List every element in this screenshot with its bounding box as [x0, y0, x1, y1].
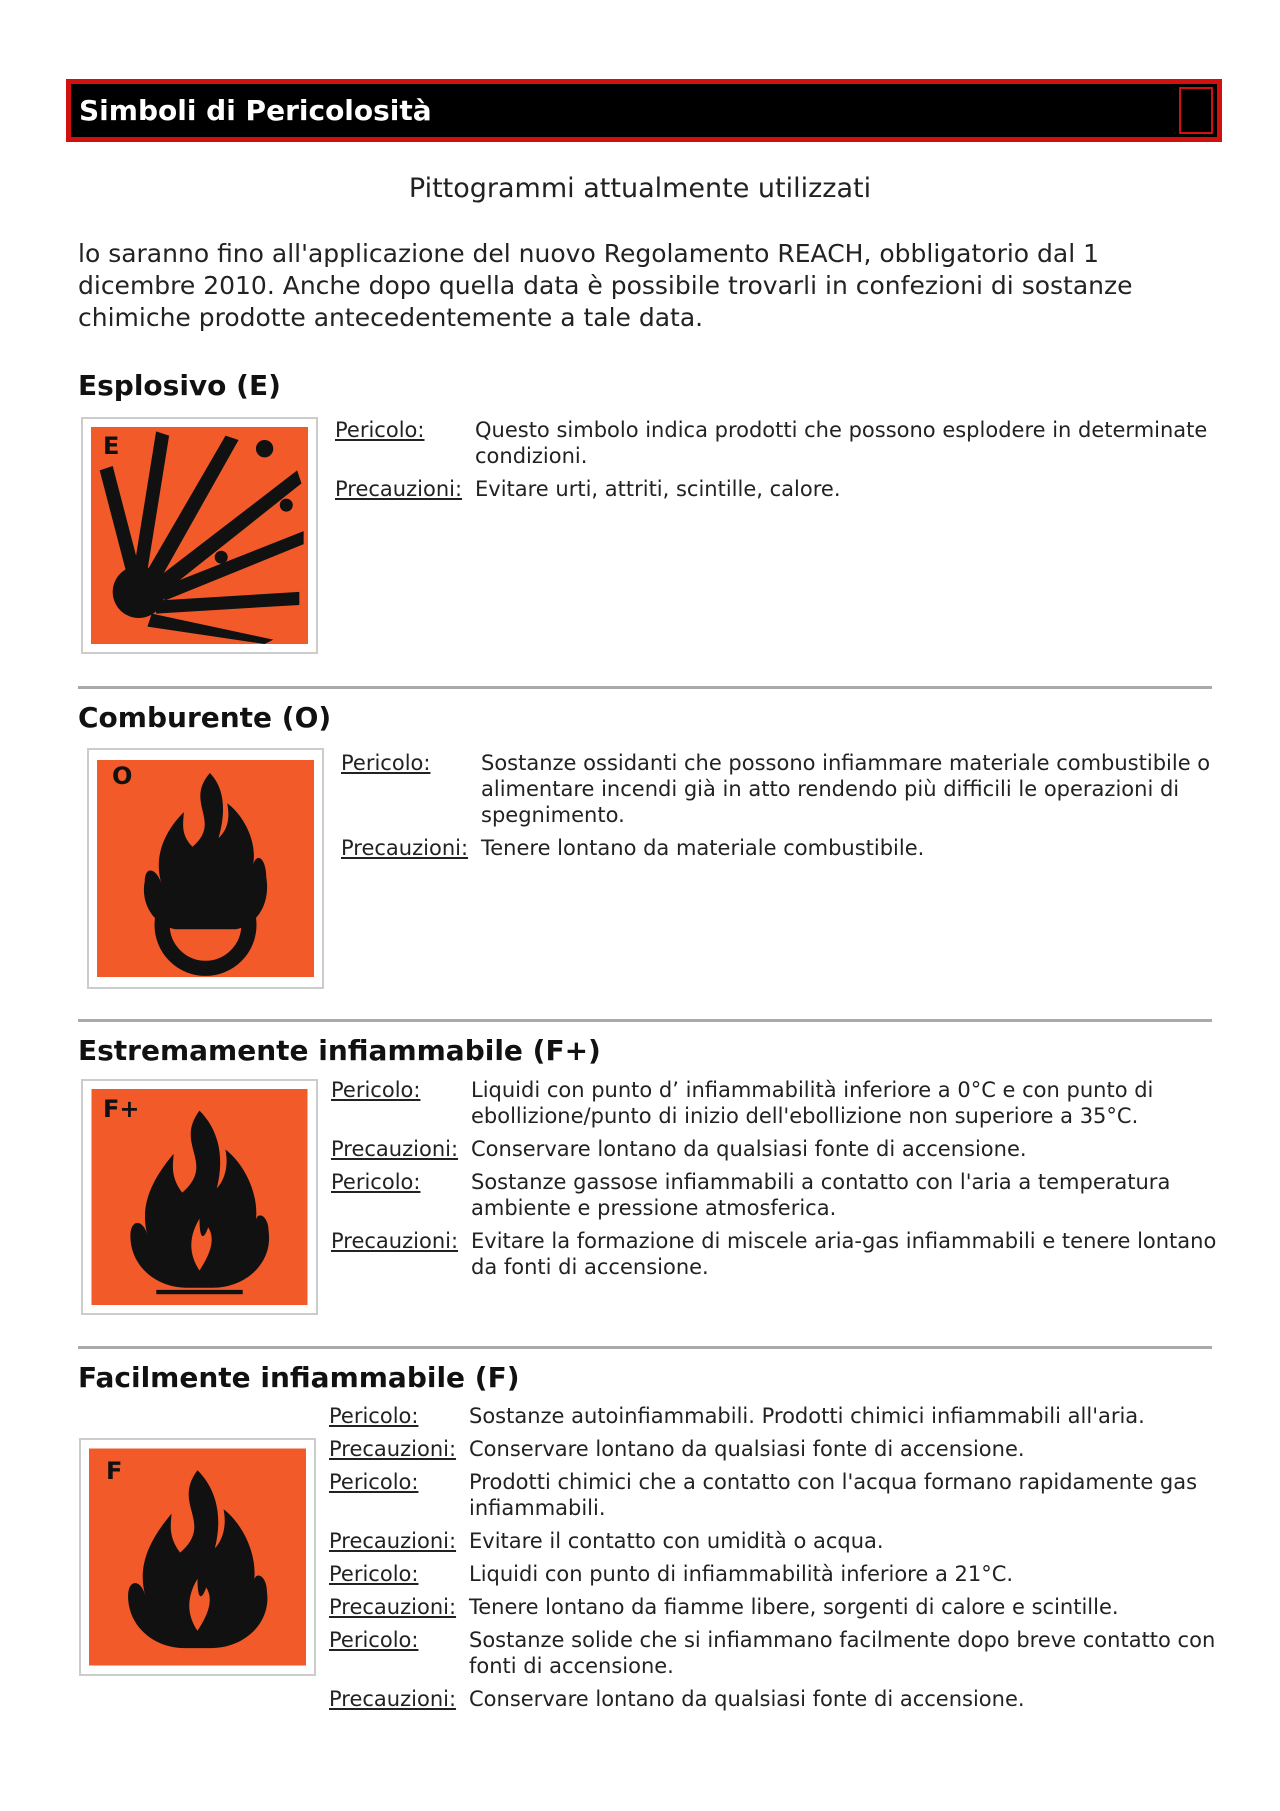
row-text: Questo simbolo indica prodotti che possono esplodere in determinate condizioni.	[475, 418, 1208, 468]
row-label: Precauzioni:	[329, 1529, 457, 1553]
info-row	[331, 1169, 1221, 1221]
section-rows-estremamente-infiammabile	[331, 1077, 1221, 1287]
info-row	[331, 1228, 1221, 1280]
symbol-letter-o: O	[112, 762, 133, 790]
row-label: Pericolo:	[329, 1470, 419, 1494]
info-row	[329, 1561, 1219, 1587]
row-text: Conservare lontano da qualsiasi fonte di accensione.	[469, 1437, 1025, 1461]
row-text: Tenere lontano da fiamme libere, sorgenti di calore e scintille.	[469, 1595, 1119, 1619]
section-rows-comburente	[341, 750, 1221, 868]
info-row	[335, 476, 1215, 502]
row-label: Precauzioni:	[331, 1229, 459, 1253]
info-row	[331, 1136, 1221, 1162]
row-text: Liquidi con punto d’ infiammabilità inferiore a 0°C e con punto di ebollizione/punto di inizio dell'ebollizione non superiore a 35°C.	[471, 1078, 1154, 1128]
section-divider	[78, 1346, 1212, 1349]
info-row	[341, 835, 1221, 861]
row-label: Precauzioni:	[331, 1137, 459, 1161]
row-text: Evitare urti, attriti, scintille, calore.	[475, 477, 841, 501]
info-row	[335, 417, 1215, 469]
section-title-esplosivo: Esplosivo (E)	[78, 369, 281, 402]
page-title: Simboli di Pericolosità	[79, 94, 432, 127]
row-label: Precauzioni:	[329, 1437, 457, 1461]
row-text: Liquidi con punto di infiammabilità inferiore a 21°C.	[469, 1562, 1014, 1586]
intro-paragraph: lo saranno fino all'applicazione del nuovo Regolamento REACH, obbligatorio dal 1 dicembre 2010. Anche dopo quella data è possibile trovarli in confezioni di sostanze chimiche prodotte antecedentemente a tale data.	[78, 239, 1133, 332]
row-text: Evitare il contatto con umidità o acqua.	[469, 1529, 884, 1553]
info-row	[331, 1077, 1221, 1129]
subtitle: Pittogrammi attualmente utilizzati	[408, 173, 872, 204]
row-label: Pericolo:	[331, 1078, 421, 1102]
info-row	[329, 1627, 1219, 1679]
section-title-facilmente-infiammabile: Facilmente infiammabile (F)	[78, 1361, 520, 1394]
row-text: Sostanze ossidanti che possono infiammare materiale combustibile o alimentare incendi già in atto rendendo più difficili le operazioni di spegnimento.	[481, 751, 1211, 827]
symbol-letter-e: E	[103, 432, 120, 460]
info-row	[329, 1528, 1219, 1554]
info-row	[329, 1594, 1219, 1620]
section-divider	[78, 1019, 1212, 1022]
info-row	[329, 1469, 1219, 1521]
info-row	[329, 1436, 1219, 1462]
row-label: Precauzioni:	[329, 1687, 457, 1711]
row-label: Precauzioni:	[335, 477, 463, 501]
row-label: Pericolo:	[335, 418, 425, 442]
section-rows-esplosivo	[335, 417, 1215, 509]
row-text: Conservare lontano da qualsiasi fonte di accensione.	[469, 1687, 1025, 1711]
row-text: Evitare la formazione di miscele aria-gas infiammabili e tenere lontano da fonti di accensione.	[471, 1229, 1217, 1279]
info-row	[329, 1403, 1219, 1429]
row-label: Pericolo:	[331, 1170, 421, 1194]
row-text: Sostanze autoinfiammabili. Prodotti chimici infiammabili all'aria.	[469, 1404, 1145, 1428]
section-title-comburente: Comburente (O)	[78, 701, 332, 734]
row-label: Pericolo:	[329, 1404, 419, 1428]
row-text: Prodotti chimici che a contatto con l'acqua formano rapidamente gas infiammabili.	[469, 1470, 1198, 1520]
row-text: Conservare lontano da qualsiasi fonte di accensione.	[471, 1137, 1027, 1161]
row-label: Pericolo:	[341, 751, 431, 775]
row-label: Pericolo:	[329, 1628, 419, 1652]
page-header	[66, 79, 1222, 142]
info-row	[329, 1686, 1219, 1712]
row-text: Sostanze gassose infiammabili a contatto con l'aria a temperatura ambiente e pressione atmosferica.	[471, 1170, 1171, 1220]
row-text: Sostanze solide che si infiammano facilmente dopo breve contatto con fonti di accensione.	[469, 1628, 1216, 1678]
row-label: Precauzioni:	[341, 836, 469, 860]
symbol-letter-f: F	[106, 1457, 123, 1485]
row-text: Tenere lontano da materiale combustibile.	[481, 836, 925, 860]
row-label: Pericolo:	[329, 1562, 419, 1586]
row-label: Precauzioni:	[329, 1595, 457, 1619]
symbol-letter-f-plus: F+	[103, 1095, 140, 1123]
header-end-box	[1179, 87, 1213, 134]
section-title-estremamente-infiammabile: Estremamente infiammabile (F+)	[78, 1034, 601, 1067]
header-background	[71, 84, 1217, 137]
section-divider	[78, 686, 1212, 689]
info-row	[341, 750, 1221, 828]
section-rows-facilmente-infiammabile	[329, 1403, 1219, 1719]
